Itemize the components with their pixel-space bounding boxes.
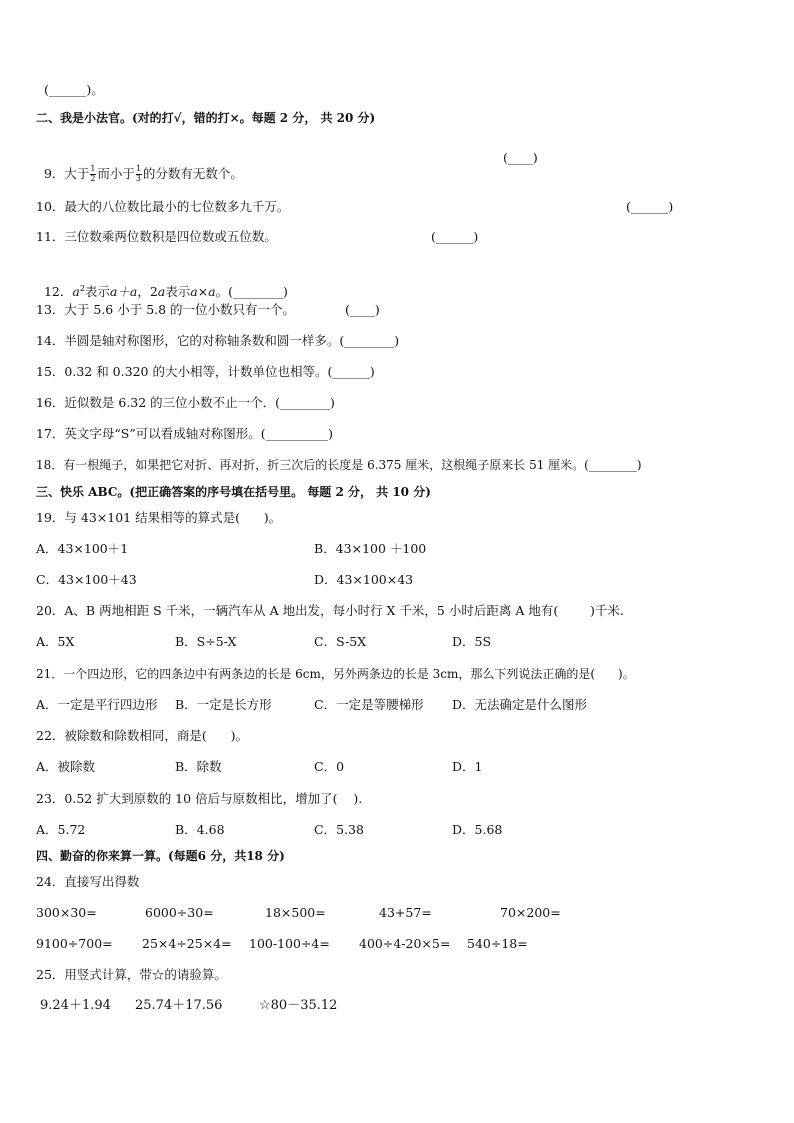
- question-13: 13．大于 5.6 小于 5.8 的一位小数只有一个。: [36, 302, 296, 317]
- q12-var-a: a: [157, 284, 166, 300]
- fraction-one-third: [135, 163, 142, 183]
- calc-item: 43+57=: [379, 905, 432, 920]
- calc-item: 300×30=: [36, 905, 97, 920]
- question-18: 18．有一根绳子，如果把它对折、再对折，折三次后的长度是 6.375 厘米，这根绳子原来长 51 厘米。(________): [36, 458, 642, 472]
- q19-option-c[interactable]: C．43×100＋43: [36, 572, 137, 587]
- q11-blank[interactable]: (______): [431, 229, 479, 244]
- q12-number: 12．: [43, 284, 73, 300]
- question-16: 16．近似数是 6.32 的三位小数不止一个．(________): [36, 395, 335, 410]
- q12-text: ，2: [137, 284, 158, 300]
- q22-option-d[interactable]: D．1: [452, 759, 483, 774]
- section-4-heading: 四、勤奋的你来算一算。(每题6 分，共18 分): [36, 849, 285, 863]
- q21-option-a[interactable]: A．一定是平行四边形: [36, 697, 158, 712]
- fraction-denominator: 3: [135, 173, 142, 183]
- question-11: 11．三位数乘两位数积是四位数或五位数。: [36, 229, 277, 244]
- q12-expr-product: a×a: [190, 284, 216, 300]
- q9-post: 的分数有无数个。: [142, 166, 243, 181]
- q20-option-c[interactable]: C．S-5X: [314, 634, 367, 649]
- question-15: 15．0.32 和 0.320 的大小相等，计数单位也相等。(______): [36, 364, 375, 379]
- section-2-heading: 二、我是小法官。(对的打√，错的打×。每题 2 分， 共 20 分): [36, 111, 376, 125]
- q19-option-d[interactable]: D．43×100×43: [314, 572, 414, 587]
- q23-option-a[interactable]: A．5.72: [36, 822, 86, 837]
- calc-item: 18×500=: [265, 905, 326, 920]
- question-23: 23．0.52 扩大到原数的 10 倍后与原数相比，增加了( ).: [36, 791, 363, 806]
- question-22: 22．被除数和除数相同，商是( )。: [36, 728, 249, 743]
- fraction-numerator: 1: [90, 163, 96, 173]
- q19-option-a[interactable]: A．43×100＋1: [36, 541, 129, 556]
- calc-item: 400÷4-20×5=: [359, 936, 451, 951]
- top-answer-blank: (______)。: [44, 82, 104, 97]
- calc-item: 9100÷700=: [36, 936, 113, 951]
- q12-expr-sum: a＋a: [109, 284, 138, 300]
- question-25: 25．用竖式计算，带☆的请验算。: [36, 967, 227, 982]
- calc-item: 25×4÷25×4=: [142, 936, 232, 951]
- q21-option-d[interactable]: D．无法确定是什么图形: [452, 697, 588, 712]
- question-9: [36, 150, 243, 182]
- q22-option-b[interactable]: B．除数: [175, 759, 222, 774]
- q12-exponent: 2: [79, 284, 85, 293]
- q12-text: 表示: [165, 284, 191, 300]
- q22-option-a[interactable]: A．被除数: [36, 759, 96, 774]
- q12-text: 表示: [84, 284, 110, 300]
- q13-blank[interactable]: (____): [345, 302, 380, 317]
- question-19: 19．与 43×101 结果相等的算式是( )。: [36, 510, 282, 525]
- q23-option-b[interactable]: B．4.68: [175, 822, 225, 837]
- q20-option-b[interactable]: B．S÷5-X: [175, 634, 237, 649]
- q20-option-d[interactable]: D．5S: [452, 634, 492, 649]
- question-10: 10．最大的八位数比最小的七位数多九千万。: [36, 199, 290, 214]
- q12-blank[interactable]: 。(________): [215, 284, 288, 300]
- vertical-calc-item: 9.24＋1.94: [40, 998, 111, 1013]
- vertical-calc-item: 25.74＋17.56: [135, 998, 223, 1013]
- q22-option-c[interactable]: C．0: [314, 759, 345, 774]
- calc-item: 540÷18=: [467, 936, 528, 951]
- q12-var-a: a: [72, 284, 80, 300]
- q19-option-b[interactable]: B．43×100 ＋100: [314, 541, 427, 556]
- calc-item: 6000÷30=: [145, 905, 214, 920]
- question-14: 14．半圆是轴对称图形，它的对称轴条数和圆一样多。(________): [36, 333, 400, 348]
- calc-item: 70×200=: [500, 905, 561, 920]
- calc-item: 100-100÷4=: [249, 936, 330, 951]
- q20-option-a[interactable]: A．5X: [36, 634, 75, 649]
- q23-option-c[interactable]: C．5.38: [314, 822, 364, 837]
- q9-mid: 而小于: [97, 166, 135, 181]
- fraction-one-half: [90, 163, 96, 183]
- question-20: 20．A、B 两地相距 S 千米，一辆汽车从 A 地出发，每小时行 X 千米，5 小时后距离 A 地有( )千米.: [36, 603, 624, 618]
- q21-option-c[interactable]: C．一定是等腰梯形: [314, 697, 424, 712]
- question-24: 24．直接写出得数: [36, 874, 140, 889]
- question-17: 17．英文字母“S”可以看成轴对称图形。(__________): [36, 426, 334, 441]
- fraction-denominator: 2: [90, 173, 96, 183]
- question-21: 21．一个四边形，它的四条边中有两条边的长是 6cm，另外两条边的长是 3cm，那么下列说法正确的是( )。: [36, 667, 635, 681]
- q21-option-b[interactable]: B．一定是长方形: [175, 697, 272, 712]
- fraction-numerator: 1: [135, 163, 142, 173]
- q23-option-d[interactable]: D．5.68: [452, 822, 503, 837]
- question-12: [36, 265, 288, 300]
- section-3-heading: 三、快乐 ABC。(把正确答案的序号填在括号里。 每题 2 分， 共 10 分): [36, 485, 431, 499]
- q9-pre: 9．大于: [43, 166, 90, 181]
- vertical-calc-item-starred: ☆80－35.12: [259, 998, 338, 1013]
- q9-blank[interactable]: (____): [503, 150, 538, 165]
- q10-blank[interactable]: (______): [626, 199, 674, 214]
